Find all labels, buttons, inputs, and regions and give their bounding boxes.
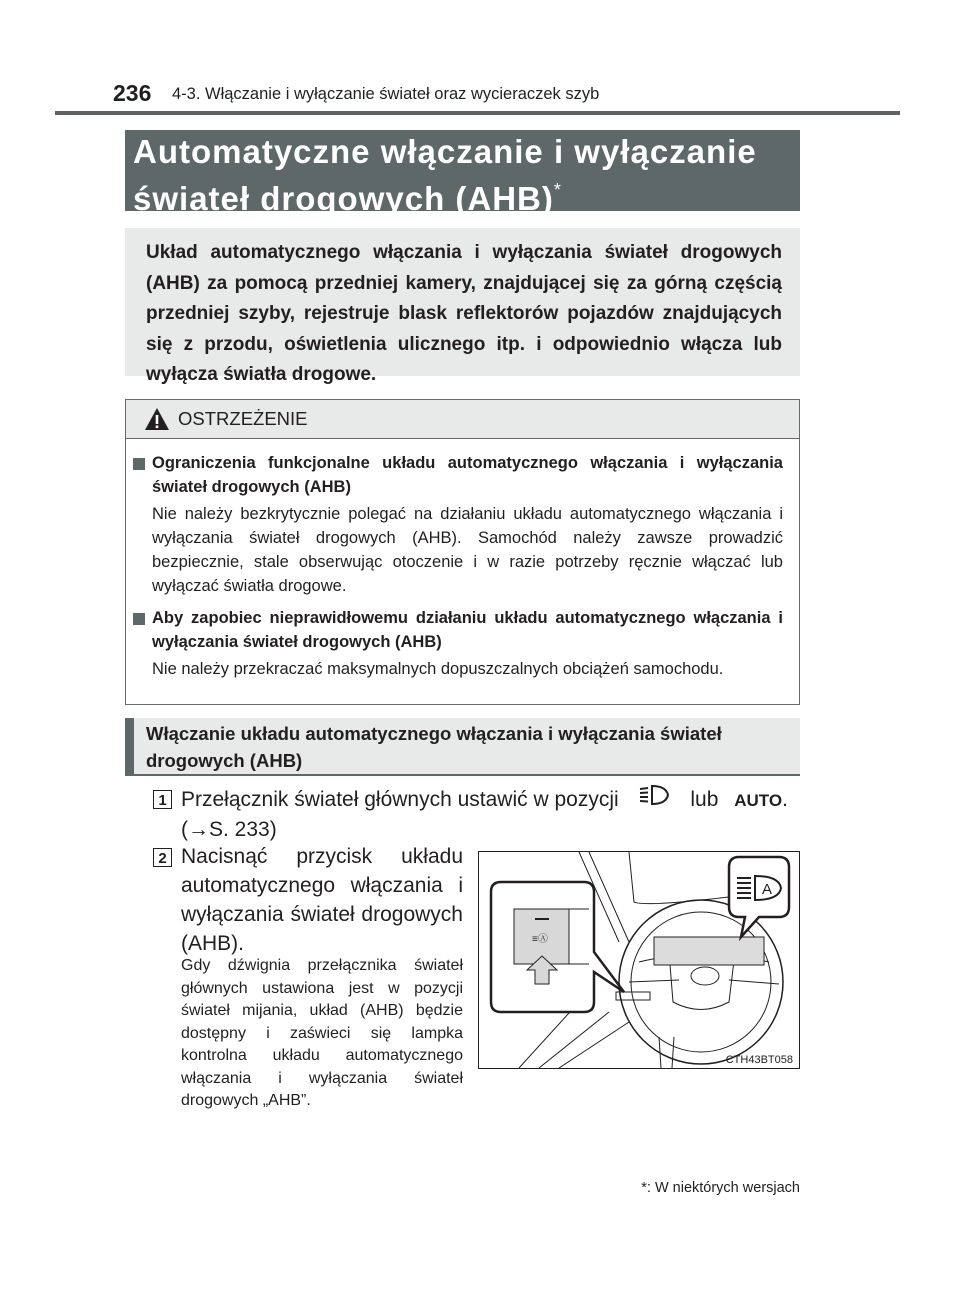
headlight-icon (625, 784, 685, 814)
dashboard-illustration (478, 851, 800, 1069)
warning-label: OSTRZEŻENIE (178, 408, 308, 429)
auto-label: AUTO (734, 791, 783, 810)
figure-code: CTH43BT058 (725, 1054, 793, 1066)
warning-item (126, 606, 799, 681)
warning-item-heading: Aby zapobiec nieprawidłowemu działaniu układu automatycznego włączania i wyłączania świateł drogowych (AHB) (152, 609, 783, 651)
dashboard-drawing (479, 852, 799, 1068)
warning-item (126, 451, 799, 598)
step-1-text (181, 784, 801, 844)
step-2-note: Gdy dźwignia przełącznika świateł głównych ustawiona jest w pozycji świateł mijania, układ (AHB) będzie dostępny i zaświeci się lampka kontrolna układu automatycznego włączania i wyłączania świateł drogowych „AHB”. (181, 957, 463, 1109)
title-line-2: świateł drogowych (AHB) (133, 180, 554, 217)
title-footnote-mark: * (553, 180, 562, 200)
warning-box (125, 399, 800, 705)
step-number: 1 (153, 790, 172, 809)
bullet-square-icon (133, 613, 145, 625)
page-reference: (→S. 233) (181, 818, 277, 841)
svg-text:≡Ⓐ: ≡Ⓐ (532, 934, 548, 945)
footnote: *: W niektórych wersjach (641, 1180, 800, 1196)
period: . (782, 788, 788, 811)
step-number: 2 (153, 848, 172, 867)
svg-text:A: A (762, 881, 773, 898)
warning-header (126, 400, 799, 439)
section-title: 4-3. Włączanie i wyłączanie świateł oraz wycieraczek szyb (172, 85, 600, 103)
bullet-square-icon (133, 458, 145, 470)
step-2-text: Nacisnąć przycisk układu automatycznego włączania i wyłączania świateł drogowych (AHB). (181, 845, 463, 955)
page-number: 236 (113, 80, 152, 106)
warning-item-body: Nie należy bezkrytycznie polegać na działaniu układu automatycznego włączania i wyłączania świateł drogowych (AHB). Samochód należy zawsze prowadzić bezpiecznie, stale obserwując otoczenie i w razie potrzeby ręcznie włączać lub wyłączać światła drogowe. (152, 505, 783, 595)
page-title (125, 130, 800, 217)
subsection-heading: Włączanie układu automatycznego włączania i wyłączania świateł drogowych (AHB) (125, 718, 800, 776)
title-line-1: Automatyczne włączanie i wyłączanie (133, 133, 757, 170)
intro-box: Układ automatycznego włączania i wyłączania świateł drogowych (AHB) za pomocą przedniej kamery, znajdującej się za górną częścią przedniej szyby, rejestruje blask reflektorów pojazdów znajdujących się z przodu, oświetlenia ulicznego itp. i odpowiednio włącza lub wyłącza światła drogowe. (125, 228, 800, 376)
header-rule (55, 111, 900, 115)
warning-item-heading: Ograniczenia funkcjonalne układu automatycznego włączania i wyłączania świateł drogowych (AHB) (152, 454, 783, 496)
step-text: Przełącznik świateł głównych ustawić w pozycji (181, 788, 619, 811)
step-or: lub (690, 788, 719, 811)
warning-item-body: Nie należy przekraczać maksymalnych dopuszczalnych obciążeń samochodu. (152, 660, 724, 678)
warning-triangle-icon (144, 407, 170, 431)
